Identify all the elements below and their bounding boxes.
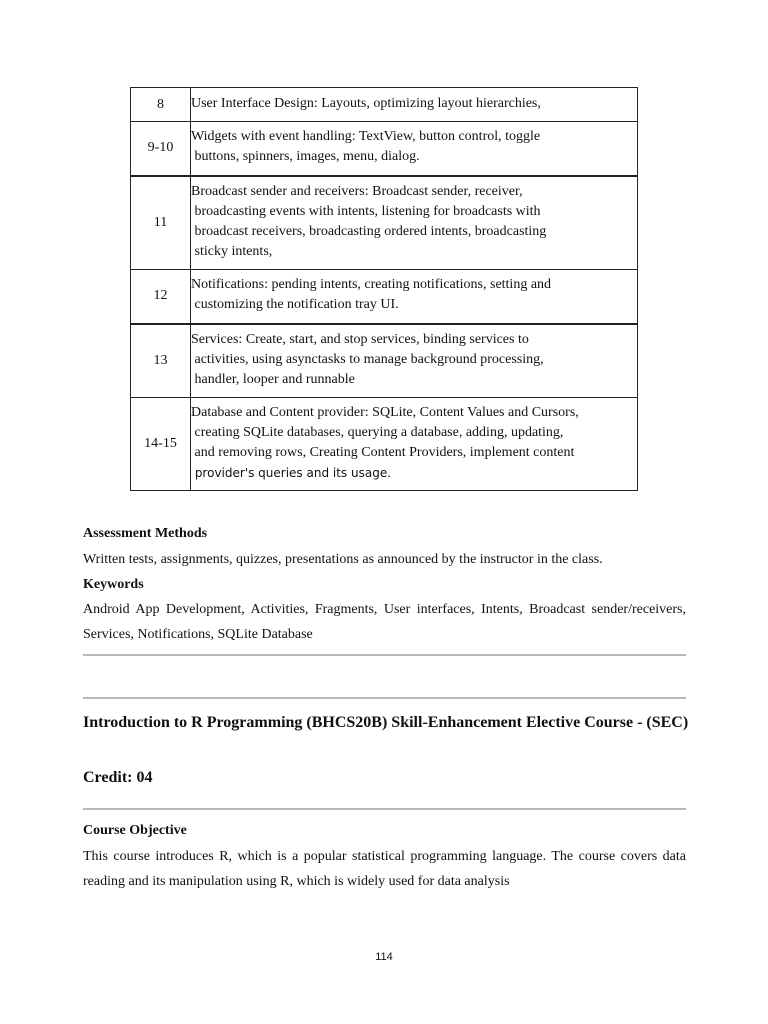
week-cell: 12	[131, 270, 191, 324]
keywords-text: Android App Development, Activities, Fragments, User interfaces, Intents, Broadcast sender/receivers, Services, Notifications, SQLite Database	[83, 602, 686, 642]
week-cell: 14-15	[131, 398, 191, 491]
objective-text: This course introduces R, which is a popular statistical programming language. The course covers data reading and its manipulation using R, which is widely used for data analysis	[83, 849, 686, 889]
course-credit: Credit: 04	[83, 769, 153, 786]
table-row	[131, 398, 638, 491]
topic-line: Broadcast sender and receivers: Broadcast sender, receiver,	[191, 183, 523, 199]
course-title: Introduction to R Programming (BHCS20B) Skill-Enhancement Elective Course - (SEC)	[83, 714, 689, 731]
topic-line: provider's queries and its usage.	[191, 466, 392, 480]
week-cell: 9-10	[131, 122, 191, 176]
table-row	[131, 88, 638, 122]
topic-line: Widgets with event handling: TextView, button control, toggle	[191, 129, 541, 145]
topic-cell	[191, 122, 638, 176]
topic-line: broadcast receivers, broadcasting ordered intents, broadcasting	[191, 223, 547, 239]
topic-line: Database and Content provider: SQLite, Content Values and Cursors,	[191, 405, 579, 420]
topic-line: sticky intents,	[191, 243, 273, 259]
week-cell: 11	[131, 176, 191, 270]
section-divider	[83, 808, 686, 810]
section-divider	[83, 697, 686, 699]
topic-line: creating SQLite databases, querying a database, adding, updating,	[191, 425, 564, 440]
section-divider	[83, 654, 686, 656]
topic-line: activities, using asynctasks to manage background processing,	[191, 351, 544, 367]
topic-cell	[191, 398, 638, 491]
assessment-heading: Assessment Methods	[83, 526, 208, 541]
topic-cell	[191, 176, 638, 270]
topic-cell	[191, 270, 638, 324]
topic-cell	[191, 88, 638, 122]
topic-line: customizing the notification tray UI.	[191, 297, 399, 313]
page-number: 114	[375, 951, 393, 963]
table-row	[131, 122, 638, 176]
course-schedule-table	[130, 87, 638, 491]
table-row	[131, 176, 638, 270]
topic-line: and removing rows, Creating Content Providers, implement content	[191, 445, 575, 460]
week-cell: 13	[131, 324, 191, 398]
topic-line: User Interface Design: Layouts, optimizing layout hierarchies,	[191, 95, 541, 111]
objective-heading: Course Objective	[83, 823, 187, 838]
topic-line: Notifications: pending intents, creating notifications, setting and	[191, 277, 552, 293]
topic-line: handler, looper and runnable	[191, 371, 355, 387]
week-cell: 8	[131, 88, 191, 122]
topic-line: Services: Create, start, and stop services, binding services to	[191, 331, 529, 347]
topic-line: broadcasting events with intents, listening for broadcasts with	[191, 203, 541, 219]
table-row	[131, 270, 638, 324]
assessment-text: Written tests, assignments, quizzes, presentations as announced by the instructor in the class.	[83, 552, 603, 567]
table-row	[131, 324, 638, 398]
topic-line: buttons, spinners, images, menu, dialog.	[191, 149, 420, 165]
keywords-heading: Keywords	[83, 577, 144, 592]
topic-cell	[191, 324, 638, 398]
